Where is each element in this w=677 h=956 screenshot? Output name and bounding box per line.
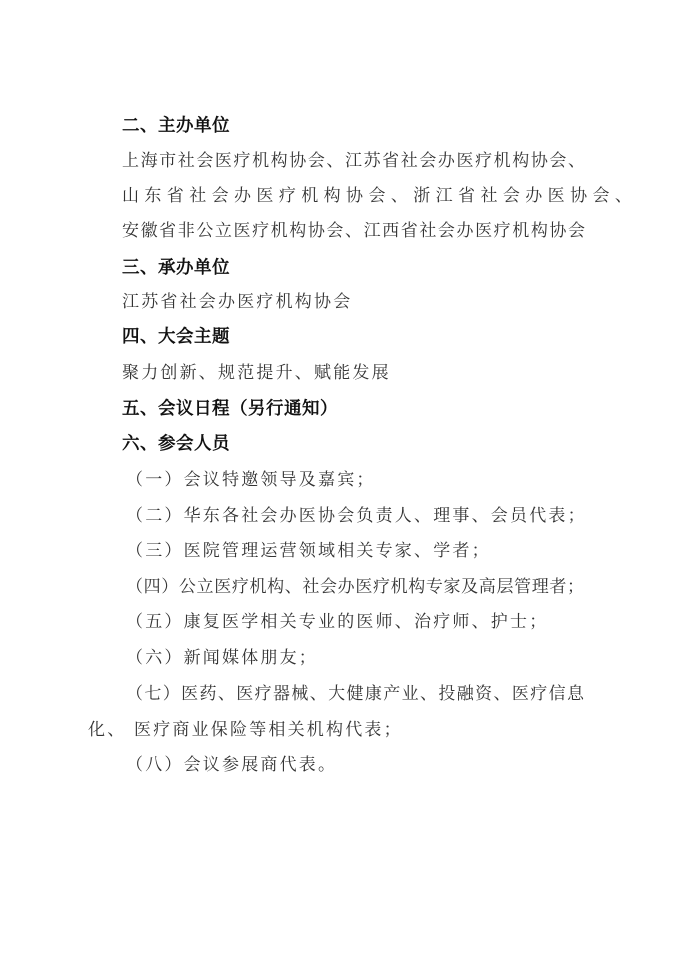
participant-item: （五）康复医学相关专业的医师、治疗师、护士； (126, 612, 549, 632)
participant-item: （八）会议参展商代表。 (126, 755, 338, 775)
section-heading-participants: 六、参会人员 (122, 434, 230, 454)
organizers-line-1: 上海市社会医疗机构协会、江苏省社会办医疗机构协会、 (122, 151, 585, 171)
section-heading-theme: 四、大会主题 (122, 327, 230, 347)
section-heading-host: 三、承办单位 (122, 258, 230, 278)
participant-item: （七）医药、医疗器械、大健康产业、投融资、医疗信息 (126, 684, 584, 704)
participant-item: （四）公立医疗机构、社会办医疗机构专家及高层管理者； (126, 577, 584, 597)
participant-item: （一）会议特邀领导及嘉宾； (126, 470, 376, 490)
section-heading-organizers: 二、主办单位 (122, 116, 230, 136)
participant-item: （三）医院管理运营领域相关专家、学者； (126, 541, 491, 561)
organizers-line-3: 安徽省非公立医疗机构协会、江西省社会办医疗机构协会 (122, 221, 585, 241)
participant-item-continuation: 化、 医疗商业保险等相关机构代表； (88, 720, 403, 740)
section-heading-schedule: 五、会议日程（另行通知） (122, 399, 338, 419)
theme-text: 聚力创新、规范提升、赋能发展 (122, 363, 391, 383)
participant-item: （六）新闻媒体朋友； (126, 648, 318, 668)
host-text: 江苏省社会办医疗机构协会 (122, 292, 353, 312)
organizers-line-2: 山 东 省 社 会 办 医 疗 机 构 协 会 、 浙 江 省 社 会 办 医 协 会 、 (122, 186, 632, 206)
participant-item: （二）华东各社会办医协会负责人、理事、会员代表； (126, 506, 587, 526)
